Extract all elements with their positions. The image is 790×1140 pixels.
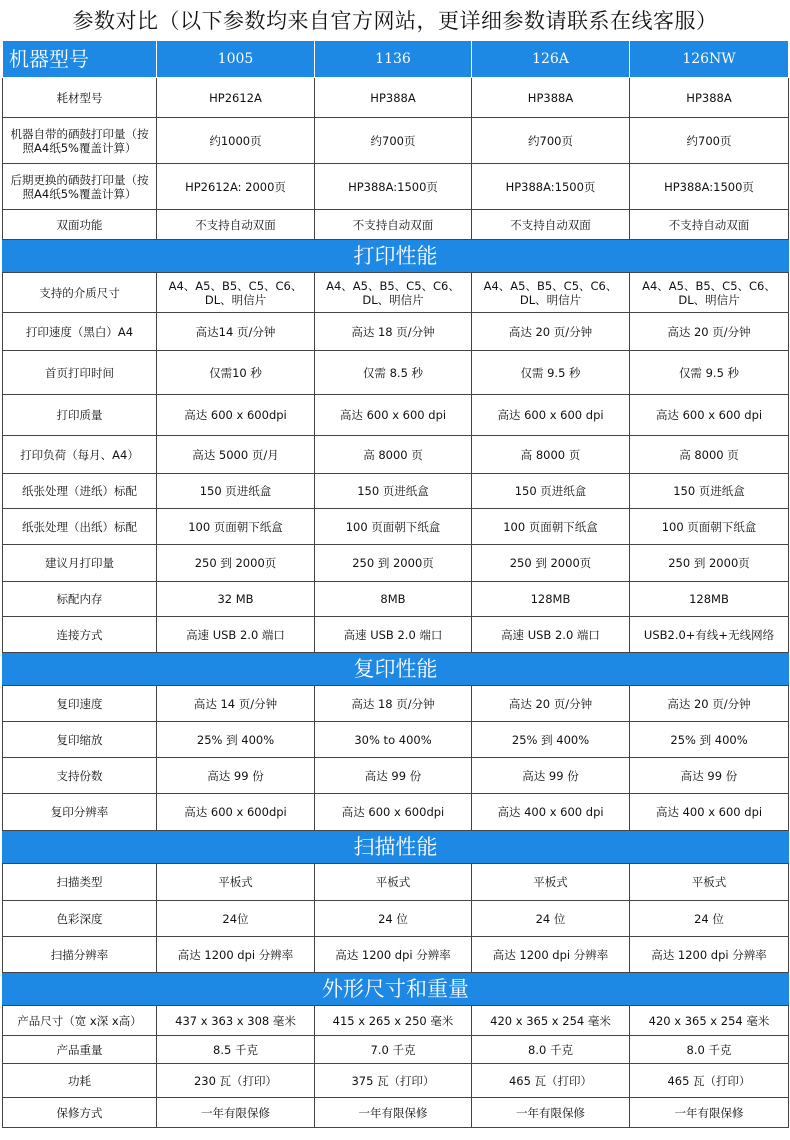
cell-value: 250 到 2000页 [472,545,630,582]
row-label: 保修方式 [3,1098,157,1128]
cell-value: 250 到 2000页 [315,545,472,582]
cell-value: 100 页面朝下纸盒 [630,509,789,545]
cell-value: 25% 到 400% [157,722,315,758]
cell-value: HP388A:1500页 [472,164,630,210]
cell-value: 128MB [472,582,630,617]
row-label: 首页打印时间 [3,351,157,395]
cell-value: A4、A5、B5、C5、C6、DL、明信片 [472,273,630,313]
cell-value: 高达 1200 dpi 分辨率 [630,937,789,973]
cell-value: 高 8000 页 [630,436,789,474]
row-label: 支持份数 [3,758,157,794]
section-header-copy [3,653,789,686]
row-label: 扫描类型 [3,864,157,901]
row-label: 支持的介质尺寸 [3,273,157,313]
cell-value: 约700页 [315,118,472,164]
table-row [3,545,789,582]
cell-value: HP2612A [157,78,315,118]
cell-value: 8.0 千克 [472,1036,630,1064]
cell-value: 高达 99 份 [157,758,315,794]
table-row [3,758,789,794]
cell-value: 150 页进纸盒 [315,474,472,509]
cell-value: HP388A [472,78,630,118]
row-label: 产品重量 [3,1036,157,1064]
cell-value: HP388A [630,78,789,118]
section-header-dimensions [3,973,789,1006]
cell-value: 250 到 2000页 [157,545,315,582]
model-name: 1136 [315,41,472,78]
cell-value: 不支持自动双面 [472,210,630,240]
page-title: 参数对比（以下参数均来自官方网站，更详细参数请联系在线客服） [72,9,718,33]
table-row [3,1006,789,1036]
cell-value: 约700页 [630,118,789,164]
row-label: 扫描分辨率 [3,937,157,973]
cell-value: 128MB [630,582,789,617]
cell-value: 高达 20 页/分钟 [472,686,630,722]
cell-value: 高达 600 x 600 dpi [630,395,789,436]
table-row [3,210,789,240]
cell-value: 平板式 [630,864,789,901]
model-header-label: 机器型号 [3,41,157,78]
cell-value: 仅需 8.5 秒 [315,351,472,395]
table-row [3,1064,789,1098]
section-title: 外形尺寸和重量 [3,973,789,1006]
cell-value: 高达 1200 dpi 分辨率 [472,937,630,973]
cell-value: USB2.0+有线+无线网络 [630,617,789,653]
cell-value: 不支持自动双面 [630,210,789,240]
cell-value: 高达 400 x 600 dpi [630,794,789,831]
table-row [3,582,789,617]
model-name: 1005 [157,41,315,78]
cell-value: 高达 400 x 600 dpi [472,794,630,831]
row-label: 标配内存 [3,582,157,617]
cell-value: HP388A:1500页 [315,164,472,210]
row-label: 建议月打印量 [3,545,157,582]
cell-value: 高 8000 页 [315,436,472,474]
cell-value: 25% 到 400% [630,722,789,758]
cell-value: 465 瓦（打印） [630,1064,789,1098]
table-row [3,794,789,831]
cell-value: 高达 1200 dpi 分辨率 [157,937,315,973]
cell-value: 7.0 千克 [315,1036,472,1064]
row-label: 打印质量 [3,395,157,436]
cell-value: A4、A5、B5、C5、C6、DL、明信片 [630,273,789,313]
cell-value: 高达 20 页/分钟 [630,686,789,722]
table-row [3,509,789,545]
row-label: 功耗 [3,1064,157,1098]
row-label: 复印缩放 [3,722,157,758]
table-row [3,937,789,973]
row-label: 机器自带的硒鼓打印量（按照A4纸5%覆盖计算） [3,118,157,164]
cell-value: 高达 600 x 600dpi [157,794,315,831]
cell-value: 不支持自动双面 [315,210,472,240]
cell-value: 高达 1200 dpi 分辨率 [315,937,472,973]
cell-value: 30% to 400% [315,722,472,758]
table-row [3,313,789,351]
table-row [3,351,789,395]
cell-value: 24 位 [472,901,630,937]
table-row [3,864,789,901]
cell-value: 一年有限保修 [157,1098,315,1128]
cell-value: 高达 99 份 [472,758,630,794]
cell-value: 高达 600 x 600 dpi [315,395,472,436]
cell-value: 32 MB [157,582,315,617]
cell-value: 375 瓦（打印） [315,1064,472,1098]
section-header-scan [3,831,789,864]
cell-value: 仅需 9.5 秒 [630,351,789,395]
cell-value: 24位 [157,901,315,937]
cell-value: 高速 USB 2.0 端口 [315,617,472,653]
cell-value: 高达 99 份 [630,758,789,794]
model-name: 126NW [630,41,789,78]
row-label: 连接方式 [3,617,157,653]
cell-value: 平板式 [315,864,472,901]
row-label: 双面功能 [3,210,157,240]
cell-value: 高达 14 页/分钟 [157,686,315,722]
table-row [3,395,789,436]
table-row [3,1098,789,1128]
cell-value: A4、A5、B5、C5、C6、DL、明信片 [315,273,472,313]
model-header-row [3,41,789,78]
cell-value: 465 瓦（打印） [472,1064,630,1098]
table-row [3,722,789,758]
model-name: 126A [472,41,630,78]
cell-value: 8.5 千克 [157,1036,315,1064]
row-label: 后期更换的硒鼓打印量（按照A4纸5%覆盖计算） [3,164,157,210]
cell-value: 一年有限保修 [630,1098,789,1128]
cell-value: 25% 到 400% [472,722,630,758]
cell-value: HP2612A: 2000页 [157,164,315,210]
row-label: 纸张处理（出纸）标配 [3,509,157,545]
cell-value: HP388A:1500页 [630,164,789,210]
cell-value: 150 页进纸盒 [157,474,315,509]
cell-value: 150 页进纸盒 [630,474,789,509]
cell-value: 437 x 363 x 308 毫米 [157,1006,315,1036]
cell-value: 24 位 [315,901,472,937]
cell-value: 24 位 [630,901,789,937]
cell-value: 高达 600 x 600dpi [315,794,472,831]
row-label: 复印分辨率 [3,794,157,831]
cell-value: 高达 18 页/分钟 [315,686,472,722]
cell-value: 高达 5000 页/月 [157,436,315,474]
cell-value: 8MB [315,582,472,617]
cell-value: 高达 99 份 [315,758,472,794]
cell-value: 约700页 [472,118,630,164]
table-row [3,436,789,474]
cell-value: 420 x 365 x 254 毫米 [472,1006,630,1036]
cell-value: 高达14 页/分钟 [157,313,315,351]
cell-value: 100 页面朝下纸盒 [472,509,630,545]
row-label: 产品尺寸（宽 x深 x高） [3,1006,157,1036]
cell-value: 420 x 365 x 254 毫米 [630,1006,789,1036]
section-title: 打印性能 [3,240,789,273]
table-row [3,686,789,722]
cell-value: 高达 18 页/分钟 [315,313,472,351]
cell-value: 150 页进纸盒 [472,474,630,509]
table-row [3,901,789,937]
table-row [3,1036,789,1064]
table-row [3,273,789,313]
table-row [3,118,789,164]
section-title: 复印性能 [3,653,789,686]
cell-value: 高 8000 页 [472,436,630,474]
cell-value: 约1000页 [157,118,315,164]
cell-value: 415 x 265 x 250 毫米 [315,1006,472,1036]
cell-value: 不支持自动双面 [157,210,315,240]
cell-value: 平板式 [472,864,630,901]
row-label: 打印速度（黑白）A4 [3,313,157,351]
cell-value: 8.0 千克 [630,1036,789,1064]
row-label: 色彩深度 [3,901,157,937]
cell-value: 230 瓦（打印） [157,1064,315,1098]
row-label: 纸张处理（进纸）标配 [3,474,157,509]
row-label: 复印速度 [3,686,157,722]
cell-value: 一年有限保修 [315,1098,472,1128]
table-row [3,474,789,509]
table-row [3,164,789,210]
table-row [3,617,789,653]
cell-value: A4、A5、B5、C5、C6、DL、明信片 [157,273,315,313]
cell-value: 250 到 2000页 [630,545,789,582]
table-row [3,78,789,118]
cell-value: 平板式 [157,864,315,901]
cell-value: 高达 20 页/分钟 [472,313,630,351]
cell-value: 仅需10 秒 [157,351,315,395]
cell-value: 高速 USB 2.0 端口 [472,617,630,653]
section-title: 扫描性能 [3,831,789,864]
cell-value: 高达 600 x 600dpi [157,395,315,436]
section-header-print [3,240,789,273]
cell-value: 高速 USB 2.0 端口 [157,617,315,653]
cell-value: 100 页面朝下纸盒 [315,509,472,545]
cell-value: 仅需 9.5 秒 [472,351,630,395]
spec-comparison-table [2,40,789,1128]
cell-value: 高达 600 x 600 dpi [472,395,630,436]
row-label: 耗材型号 [3,78,157,118]
cell-value: 100 页面朝下纸盒 [157,509,315,545]
cell-value: 一年有限保修 [472,1098,630,1128]
row-label: 打印负荷（每月、A4） [3,436,157,474]
cell-value: HP388A [315,78,472,118]
cell-value: 高达 20 页/分钟 [630,313,789,351]
